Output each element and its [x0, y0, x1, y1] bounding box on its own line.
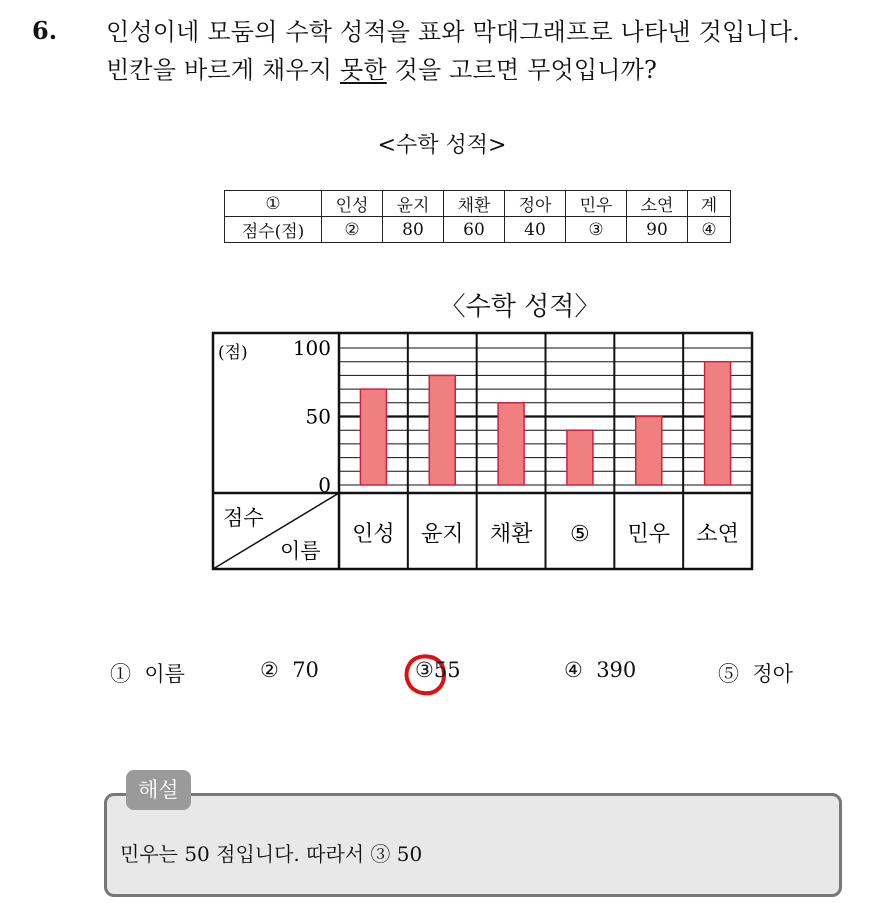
table-cell: ①	[225, 191, 322, 217]
category-label: 소연	[696, 522, 739, 547]
choice-number: ⑤	[718, 662, 739, 686]
table-cell: 정아	[505, 191, 566, 217]
question-line2-after: 것을 고르면 무엇입니까?	[386, 56, 658, 84]
category-label: 인성	[352, 522, 395, 547]
explanation-label: 해설	[126, 770, 191, 810]
bar	[498, 403, 524, 485]
table-cell: 90	[627, 217, 688, 243]
question-text-line1: 인성이네 모둠의 수학 성적을 표와 막대그래프로 나타낸 것입니다.	[106, 18, 800, 46]
bar	[636, 417, 662, 486]
choice-5[interactable]	[718, 658, 793, 688]
table-cell: 인성	[322, 191, 383, 217]
choice-number: ①	[110, 662, 131, 686]
choice-number: ③	[415, 658, 434, 682]
y-tick-label: 100	[292, 336, 331, 360]
choice-3[interactable]	[415, 658, 461, 682]
choice-4[interactable]	[564, 658, 636, 682]
table-cell: 40	[505, 217, 566, 243]
bar	[429, 375, 455, 485]
choice-number: ④	[564, 658, 583, 682]
explanation-text: 민우는 50 점입니다. 따라서 ③ 50	[120, 842, 423, 866]
question-line2-before: 빈칸을 바르게 채우지	[106, 56, 340, 84]
question-number: 6.	[32, 16, 58, 45]
table-cell: 80	[383, 217, 444, 243]
bar	[360, 389, 386, 485]
bar	[705, 362, 731, 485]
table-cell: ④	[688, 217, 731, 243]
table-cell: 민우	[566, 191, 627, 217]
choice-text: 55	[433, 658, 461, 682]
category-label: 윤지	[420, 522, 464, 547]
table-cell: 계	[688, 191, 731, 217]
y-tick-label: 50	[305, 404, 331, 429]
choice-text: 정아	[752, 662, 793, 686]
chart-border	[213, 333, 752, 569]
table-cell: ②	[322, 217, 383, 243]
category-label: ⑤	[570, 522, 590, 547]
category-label: 민우	[627, 522, 671, 547]
chart-grid	[339, 333, 752, 569]
table-cell: 점수(점)	[225, 217, 322, 243]
choice-2[interactable]	[260, 658, 319, 682]
corner-label-top: 점수	[223, 506, 264, 530]
question-underlined-word: 못한	[339, 56, 387, 84]
chart-frame	[213, 333, 752, 569]
table-cell: 소연	[627, 191, 688, 217]
choice-text: 390	[596, 658, 637, 682]
chart-title: 〈수학 성적〉	[439, 292, 601, 322]
y-axis-unit: (점)	[218, 343, 248, 363]
table-cell: 채환	[444, 191, 505, 217]
table-title: <수학 성적>	[377, 133, 507, 158]
table-cell: 윤지	[383, 191, 444, 217]
corner-label-bottom: 이름	[280, 539, 321, 563]
choice-number: ②	[260, 658, 279, 682]
choice-text: 70	[292, 658, 319, 682]
choice-1[interactable]	[110, 658, 185, 688]
category-label: 채환	[489, 522, 533, 547]
bar	[567, 430, 593, 485]
y-tick-label: 0	[318, 473, 331, 497]
table-cell: ③	[566, 217, 627, 243]
choice-text: 이름	[144, 662, 185, 686]
table-cell: 60	[444, 217, 505, 243]
